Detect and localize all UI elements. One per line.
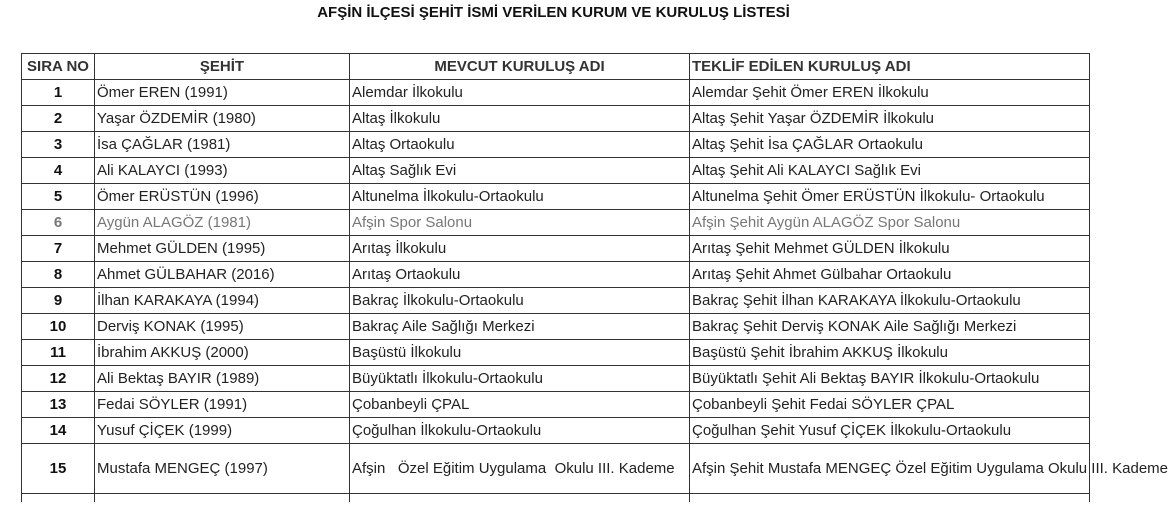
empty-cell — [690, 494, 1090, 502]
table-row — [22, 418, 1090, 444]
martyr-name: Ömer EREN (1991) — [95, 80, 350, 106]
martyr-name: İlhan KARAKAYA (1994) — [95, 288, 350, 314]
current-institution: Altaş İlkokulu — [350, 106, 690, 132]
proposed-institution: Arıtaş Şehit Mehmet GÜLDEN İlkokulu — [690, 236, 1090, 262]
martyr-name: İsa ÇAĞLAR (1981) — [95, 132, 350, 158]
table-row — [22, 132, 1090, 158]
row-number: 6 — [22, 210, 95, 236]
row-number: 12 — [22, 366, 95, 392]
row-number: 14 — [22, 418, 95, 444]
martyr-name: İbrahim AKKUŞ (2000) — [95, 340, 350, 366]
proposed-institution: Çoğulhan Şehit Yusuf ÇİÇEK İlkokulu-Ortaokulu — [690, 418, 1090, 444]
current-institution: Bakraç Aile Sağlığı Merkezi — [350, 314, 690, 340]
table-row — [22, 106, 1090, 132]
current-institution: Altaş Ortaokulu — [350, 132, 690, 158]
martyr-name: Yusuf ÇİÇEK (1999) — [95, 418, 350, 444]
proposed-institution: Altaş Şehit Yaşar ÖZDEMİR İlkokulu — [690, 106, 1090, 132]
table-row — [22, 288, 1090, 314]
current-institution: Altunelma İlkokulu-Ortaokulu — [350, 184, 690, 210]
proposed-institution: Afşin Şehit Aygün ALAGÖZ Spor Salonu — [690, 210, 1090, 236]
current-institution: Çobanbeyli ÇPAL — [350, 392, 690, 418]
martyr-name: Ahmet GÜLBAHAR (2016) — [95, 262, 350, 288]
current-institution: Bakraç İlkokulu-Ortaokulu — [350, 288, 690, 314]
empty-cell — [22, 494, 95, 502]
current-institution: Afşin Spor Salonu — [350, 210, 690, 236]
row-number: 4 — [22, 158, 95, 184]
row-number: 5 — [22, 184, 95, 210]
proposed-institution: Bakraç Şehit İlhan KARAKAYA İlkokulu-Ortaokulu — [690, 288, 1090, 314]
column-header-no: SIRA NO — [22, 54, 95, 80]
empty-cell — [350, 494, 690, 502]
row-number: 15 — [22, 444, 95, 494]
current-institution: Alemdar İlkokulu — [350, 80, 690, 106]
martyr-name: Ali KALAYCI (1993) — [95, 158, 350, 184]
proposed-institution: Büyüktatlı Şehit Ali Bektaş BAYIR İlkokulu-Ortaokulu — [690, 366, 1090, 392]
table-row-partial — [22, 494, 1090, 502]
row-number: 3 — [22, 132, 95, 158]
table-row — [22, 340, 1090, 366]
table-row — [22, 366, 1090, 392]
martyr-name: Ali Bektaş BAYIR (1989) — [95, 366, 350, 392]
table-row — [22, 444, 1090, 494]
row-number: 13 — [22, 392, 95, 418]
column-header-proposed: TEKLİF EDİLEN KURULUŞ ADI — [690, 54, 1090, 80]
document-title: AFŞİN İLÇESİ ŞEHİT İSMİ VERİLEN KURUM VE KURULUŞ LİSTESİ — [317, 4, 790, 21]
current-institution: Çoğulhan İlkokulu-Ortaokulu — [350, 418, 690, 444]
proposed-institution: Altaş Şehit Ali KALAYCI Sağlık Evi — [690, 158, 1090, 184]
table-row — [22, 314, 1090, 340]
proposed-institution: Arıtaş Şehit Ahmet Gülbahar Ortaokulu — [690, 262, 1090, 288]
martyr-name: Ömer ERÜSTÜN (1996) — [95, 184, 350, 210]
row-number: 2 — [22, 106, 95, 132]
table-row — [22, 184, 1090, 210]
column-header-current: MEVCUT KURULUŞ ADI — [350, 54, 690, 80]
proposed-institution: Altaş Şehit İsa ÇAĞLAR Ortaokulu — [690, 132, 1090, 158]
proposed-institution: Çobanbeyli Şehit Fedai SÖYLER ÇPAL — [690, 392, 1090, 418]
proposed-institution: Afşin Şehit Mustafa MENGEÇ Özel Eğitim Uygulama Okulu III. Kademe — [690, 444, 1090, 494]
current-institution: Arıtaş İlkokulu — [350, 236, 690, 262]
empty-cell — [95, 494, 350, 502]
martyr-name: Fedai SÖYLER (1991) — [95, 392, 350, 418]
table-row — [22, 262, 1090, 288]
current-institution: Altaş Sağlık Evi — [350, 158, 690, 184]
proposed-institution: Başüstü Şehit İbrahim AKKUŞ İlkokulu — [690, 340, 1090, 366]
row-number: 10 — [22, 314, 95, 340]
current-institution: Afşin Özel Eğitim Uygulama Okulu III. Kademe — [350, 444, 690, 494]
current-institution: Arıtaş Ortaokulu — [350, 262, 690, 288]
martyr-name: Aygün ALAGÖZ (1981) — [95, 210, 350, 236]
martyr-name: Mustafa MENGEÇ (1997) — [95, 444, 350, 494]
table-row — [22, 158, 1090, 184]
martyr-name: Mehmet GÜLDEN (1995) — [95, 236, 350, 262]
row-number: 8 — [22, 262, 95, 288]
table-row — [22, 80, 1090, 106]
row-number: 9 — [22, 288, 95, 314]
martyr-name: Derviş KONAK (1995) — [95, 314, 350, 340]
table-row — [22, 236, 1090, 262]
table-row — [22, 210, 1090, 236]
row-number: 1 — [22, 80, 95, 106]
table-header-row — [22, 54, 1090, 80]
current-institution: Büyüktatlı İlkokulu-Ortaokulu — [350, 366, 690, 392]
martyr-name: Yaşar ÖZDEMİR (1980) — [95, 106, 350, 132]
current-institution: Başüstü İlkokulu — [350, 340, 690, 366]
table-row — [22, 392, 1090, 418]
martyr-institution-table — [21, 53, 1168, 502]
proposed-institution: Altunelma Şehit Ömer ERÜSTÜN İlkokulu- Ortaokulu — [690, 184, 1090, 210]
row-number: 11 — [22, 340, 95, 366]
column-header-name: ŞEHİT — [95, 54, 350, 80]
proposed-institution: Bakraç Şehit Derviş KONAK Aile Sağlığı Merkezi — [690, 314, 1090, 340]
proposed-institution: Alemdar Şehit Ömer EREN İlkokulu — [690, 80, 1090, 106]
row-number: 7 — [22, 236, 95, 262]
